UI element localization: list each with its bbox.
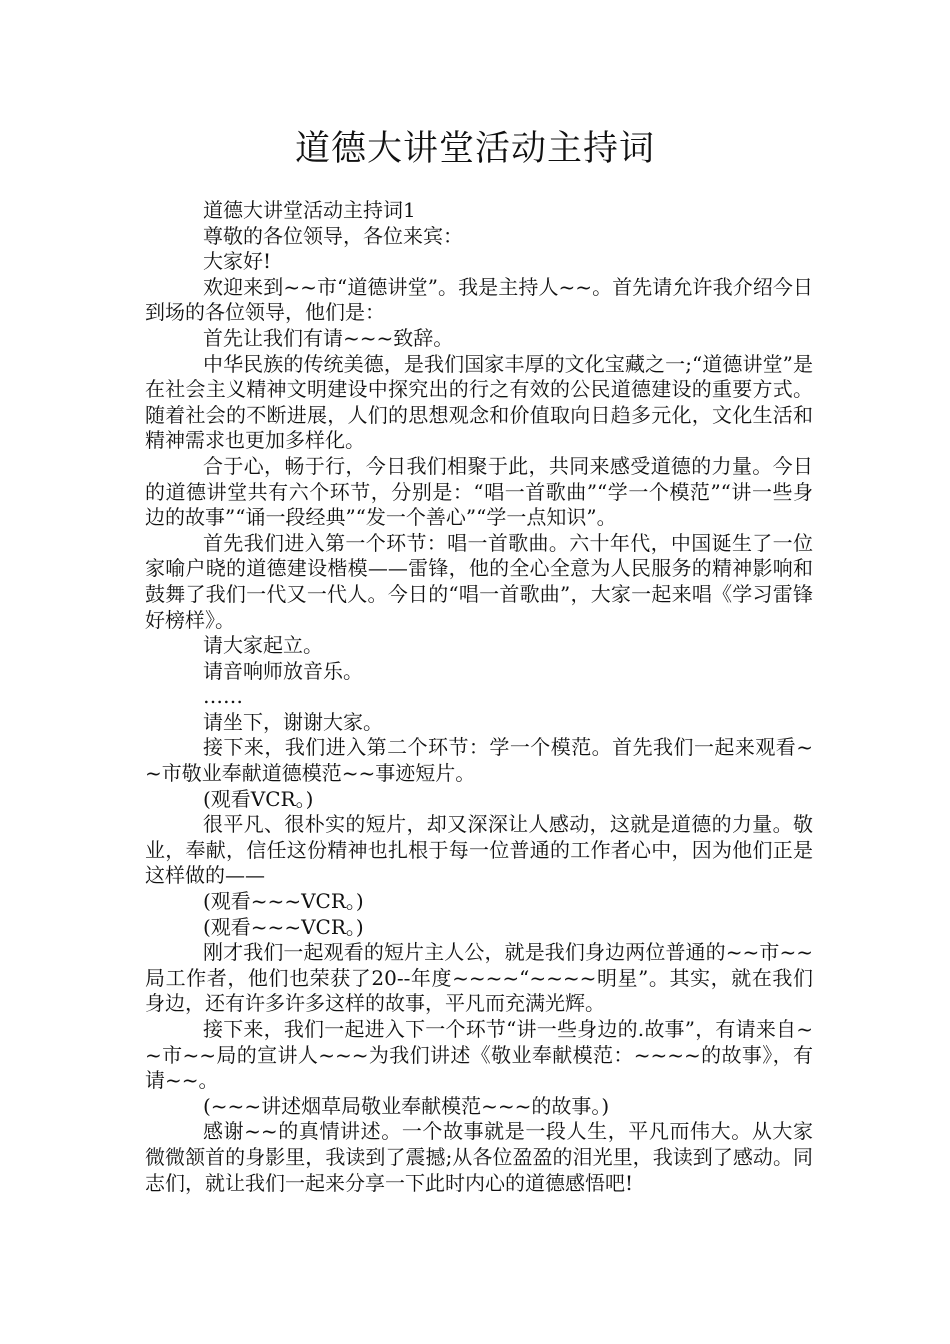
paragraph: 请大家起立。 <box>203 633 323 658</box>
paragraph: …… <box>203 684 243 709</box>
paragraph: (观看~~~VCR。) <box>203 914 364 939</box>
paragraph: 接下来，我们进入第二个环节：学一个模范。首先我们一起来观看~~市敬业奉献道德模范~~事迹短片。 <box>145 735 813 786</box>
paragraph: (观看VCR。) <box>203 786 314 811</box>
document-body <box>145 198 813 1196</box>
paragraph: 中华民族的传统美德，是我们国家丰厚的文化宝藏之一;“道德讲堂”是在社会主义精神文明建设中探究出的行之有效的公民道德建设的重要方式。随着社会的不断进展，人们的思想观念和价值取向日趋多元化，文化生活和精神需求也更加多样化。 <box>145 351 813 453</box>
paragraph: 尊敬的各位领导，各位来宾： <box>203 223 463 248</box>
paragraph: 感谢~~的真情讲述。一个故事就是一段人生，平凡而伟大。从大家微微颔首的身影里，我读到了震撼;从各位盈盈的泪光里，我读到了感动。同志们，就让我们一起来分享一下此时内心的道德感悟吧! <box>145 1119 813 1195</box>
paragraph: 首先我们进入第一个环节：唱一首歌曲。六十年代，中国诞生了一位家喻户晓的道德建设楷模——雷锋，他的全心全意为人民服务的精神影响和鼓舞了我们一代又一代人。今日的“唱一首歌曲”，大家一起来唱《学习雷锋好榜样》。 <box>145 530 813 632</box>
paragraph: 接下来，我们一起进入下一个环节“讲一些身边的.故事”，有请来自~~市~~局的宣讲人~~~为我们讲述《敬业奉献模范：~~~~的故事》，有请~~。 <box>145 1017 813 1093</box>
paragraph: 欢迎来到~~市“道德讲堂”。我是主持人~~。首先请允许我介绍今日到场的各位领导，他们是： <box>145 274 813 325</box>
document-title: 道德大讲堂活动主持词 <box>294 129 655 169</box>
paragraph: 首先让我们有请~~~致辞。 <box>203 325 454 350</box>
paragraph: 大家好! <box>203 249 272 274</box>
paragraph: 合于心，畅于行，今日我们相聚于此，共同来感受道德的力量。今日的道德讲堂共有六个环节，分别是：“唱一首歌曲”“学一个模范”“讲一些身边的故事”“诵一段经典”“发一个善心”“学一点知识”。 <box>145 453 813 530</box>
paragraph: 请坐下，谢谢大家。 <box>203 709 383 734</box>
paragraph: (~~~讲述烟草局敬业奉献模范~~~的故事。) <box>203 1093 610 1118</box>
paragraph: 刚才我们一起观看的短片主人公，就是我们身边两位普通的~~市~~局工作者，他们也荣获了20--年度~~~~“~~~~明星”。其实，就在我们身边，还有许多许多这样的故事，平凡而充满光辉。 <box>145 940 813 1016</box>
paragraph: (观看~~~VCR。) <box>203 889 364 914</box>
paragraph: 很平凡、很朴实的短片，却又深深让人感动，这就是道德的力量。敬业，奉献，信任这份精神也扎根于每一位普通的工作者心中，因为他们正是这样做的—— <box>145 812 813 888</box>
paragraph: 道德大讲堂活动主持词1 <box>203 198 416 222</box>
paragraph: 请音响师放音乐。 <box>203 658 363 683</box>
